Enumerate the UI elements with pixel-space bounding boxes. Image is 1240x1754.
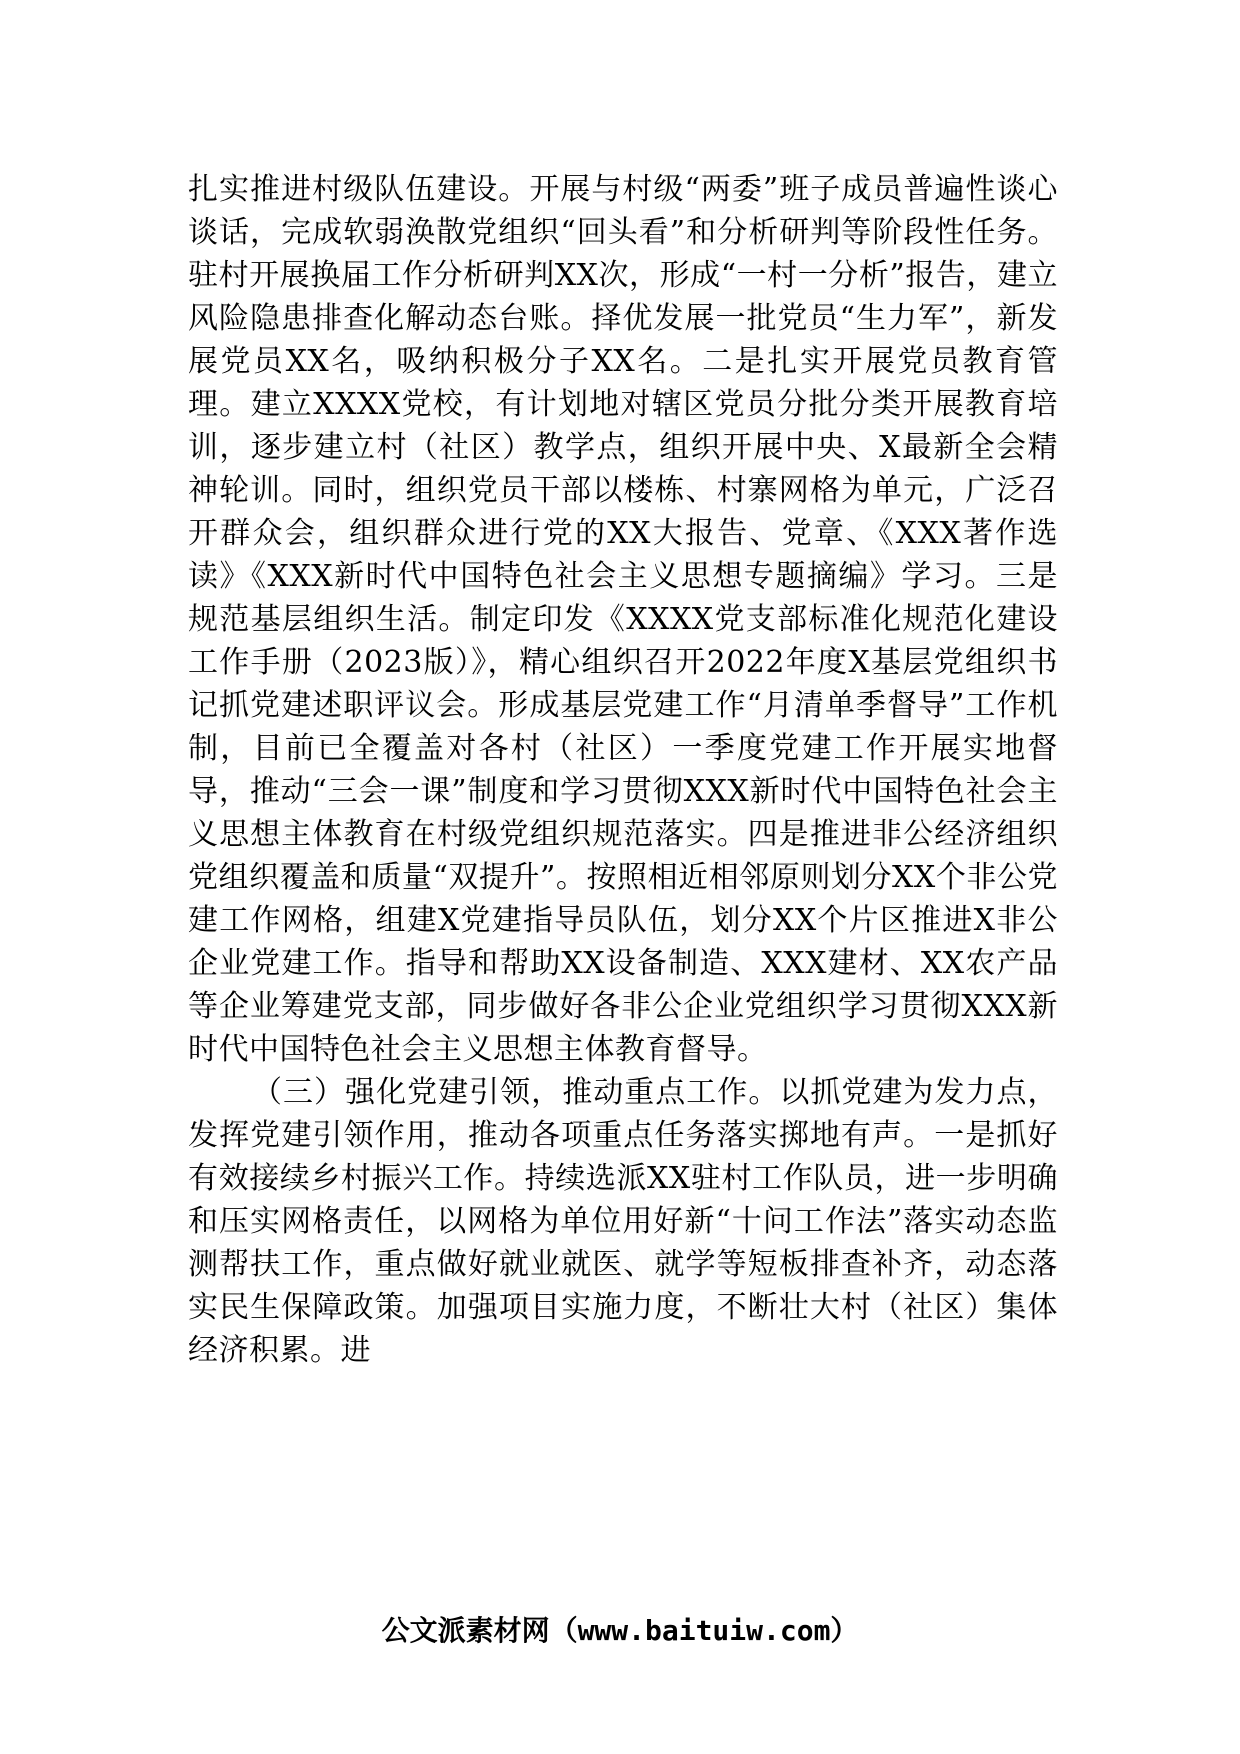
document-body	[188, 168, 1058, 1372]
paragraph-continued: 扎实推进村级队伍建设。开展与村级“两委”班子成员普遍性谈心谈话，完成软弱涣散党组织“回头看”和分析研判等阶段性任务。驻村开展换届工作分析研判XX次，形成“一村一分析”报告，建立风险隐患排查化解动态台账。择优发展一批党员“生力军”，新发展党员XX名，吸纳积极分子XX名。二是扎实开展党员教育管理。建立XXXX党校，有计划地对辖区党员分批分类开展教育培训，逐步建立村（社区）教学点，组织开展中央、X最新全会精神轮训。同时，组织党员干部以楼栋、村寨网格为单元，广泛召开群众会，组织群众进行党的XX大报告、党章、《XXX著作选读》《XXX新时代中国特色社会主义思想专题摘编》学习。三是规范基层组织生活。制定印发《XXXX党支部标准化规范化建设工作手册（2023版）》，精心组织召开2022年度X基层党组织书记抓党建述职评议会。形成基层党建工作“月清单季督导”工作机制，目前已全覆盖对各村（社区）一季度党建工作开展实地督导，推动“三会一课”制度和学习贯彻XXX新时代中国特色社会主义思想主体教育在村级党组织规范落实。四是推进非公经济组织党组织覆盖和质量“双提升”。按照相近相邻原则划分XX个非公党建工作网格，组建X党建指导员队伍，划分XX个片区推进X非公企业党建工作。指导和帮助XX设备制造、XXX建材、XX农产品等企业筹建党支部，同步做好各非公企业党组织学习贯彻XXX新时代中国特色社会主义思想主体教育督导。	[188, 172, 1058, 1067]
footer-watermark: 公文派素材网（www.baituiw.com）	[381, 1614, 859, 1647]
paragraph-section-three: （三）强化党建引领，推动重点工作。以抓党建为发力点，发挥党建引领作用，推动各项重点任务落实掷地有声。一是抓好有效接续乡村振兴工作。持续选派XX驻村工作队员，进一步明确和压实网格责任，以网格为单位用好新“十问工作法”落实动态监测帮扶工作，重点做好就业就医、就学等短板排查补齐，动态落实民生保障政策。加强项目实施力度，不断壮大村（社区）集体经济积累。进	[188, 1075, 1058, 1368]
